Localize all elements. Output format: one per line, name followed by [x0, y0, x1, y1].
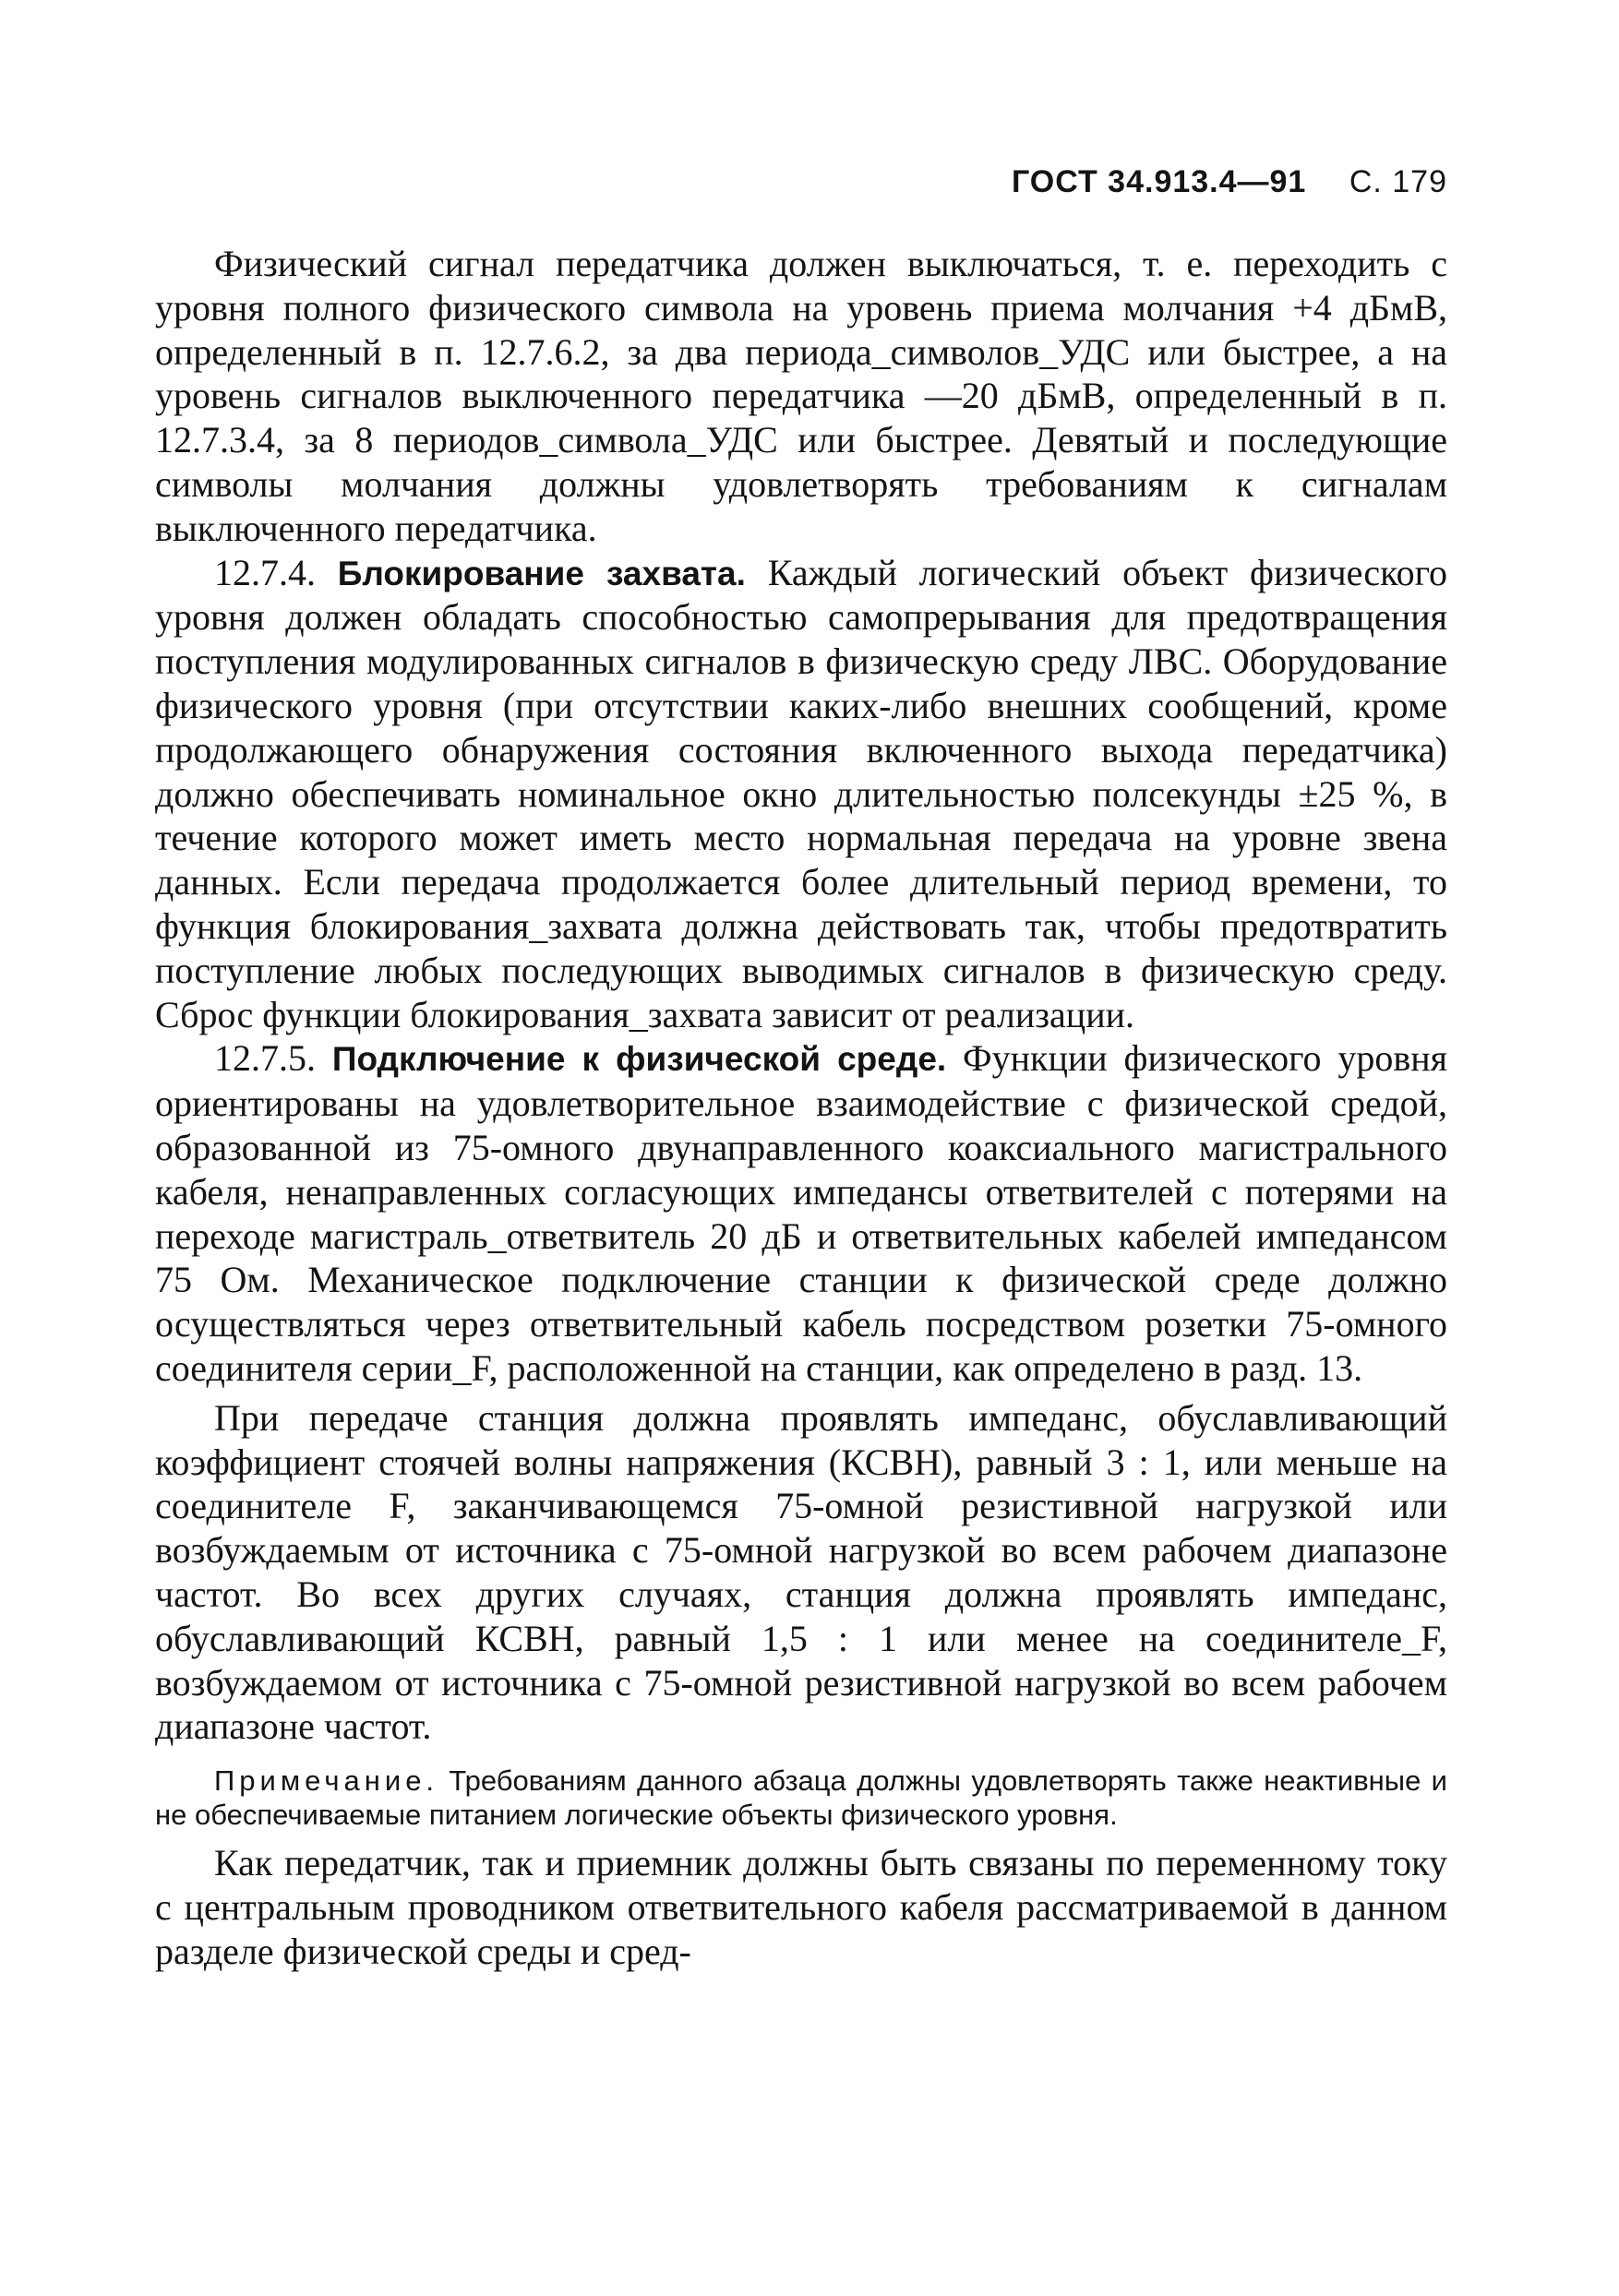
section-number: 12.7.4. [214, 551, 316, 593]
paragraph-text: Физический сигнал передатчика должен выключаться, т. е. переходить с уровня полного физического символа на уровень приема молчания +4 дБмВ, определенный в п. 12.7.6.2, за два периода_символов_УДС или быстрее, а на уровень сигналов выключенного передатчика —20 дБмВ, определенный в п. 12.7.3.4, за 8 периодов_символа_УДС или быстрее. Девятый и последующие символы молчания должны удовлетворять требованиям к сигналам выключенного передатчика. [155, 243, 1447, 549]
paragraph-text: При передаче станция должна проявлять импеданс, обуславливающий коэффициент стоячей волны напряжения (КСВН), равный 3 : 1, или меньше на соединителе F, заканчивающемся 75-омной резистивной нагрузкой или возбуждаемым от источника с 75-омной нагрузкой во всем рабочем диапазоне частот. Во всех других случаях, станция должна проявлять импеданс, обуславливающий КСВН, равный 1,5 : 1 или менее на соединителе_F, возбуждаемом от источника с 75-омной резистивной нагрузкой во всем рабочем диапазоне частот. [155, 1396, 1447, 1748]
note [155, 1764, 1447, 1832]
paragraph-impedance [155, 1396, 1447, 1749]
section-12-7-4 [155, 551, 1447, 1037]
note-label: Примечание. [214, 1764, 439, 1798]
section-12-7-5 [155, 1036, 1447, 1390]
section-text: Каждый логический объект физического уровня должен обладать способностью самопрерывания для предотвращения поступления модулированных сигналов в физическую среду ЛВС. Оборудование физического уровня (при отсутствии каких-либо внешних сообщений, кроме продолжающего обнаружения состояния включенного выхода передатчика) должно обеспечивать номинальное окно длительностью полсекунды ±25 %, в течение которого может иметь место нормальная передача на уровне звена данных. Если передача продолжается более длительный период времени, то функция блокирования_захвата должна действовать так, чтобы предотвратить поступление любых последующих выводимых сигналов в физическую среду. Сброс функции блокирования_захвата зависит от реализации. [155, 551, 1447, 1035]
paragraph-transmitter-signal [155, 242, 1447, 551]
section-heading: Блокирование захвата. [337, 554, 746, 592]
page-number: С. 179 [1349, 164, 1447, 199]
section-text: Функции физического уровня ориентированы на удовлетворительное взаимодействие с физической средой, образованной из 75-омного двунаправленного коаксиального магистрального кабеля, ненаправленных согласующих импедансы ответвителей с потерями на переходе магистраль_ответвитель 20 дБ и ответвительных кабелей импедансом 75 Ом. Механическое подключение станции к физической среде должно осуществляться через ответвительный кабель посредством розетки 75-омного соединителя серии_F, расположенной на станции, как определено в разд. 13. [155, 1037, 1448, 1389]
paragraph-text: Как передатчик, так и приемник должны быть связаны по переменному току с центральным проводником ответвительного кабеля рассматриваемой в данном разделе физической среды и сред- [155, 1842, 1447, 1972]
paragraph-closing [155, 1841, 1447, 1973]
note-text: Требованиям данного абзаца должны удовлетворять также неактивные и не обеспечиваемые питанием логические объекты физического уровня. [155, 1764, 1447, 1832]
standard-number: ГОСТ 34.913.4—91 [1011, 164, 1307, 199]
page-header [1012, 164, 1447, 200]
section-number: 12.7.5. [214, 1037, 316, 1080]
section-heading: Подключение к физической среде. [331, 1040, 947, 1079]
document-body [155, 242, 1447, 1973]
